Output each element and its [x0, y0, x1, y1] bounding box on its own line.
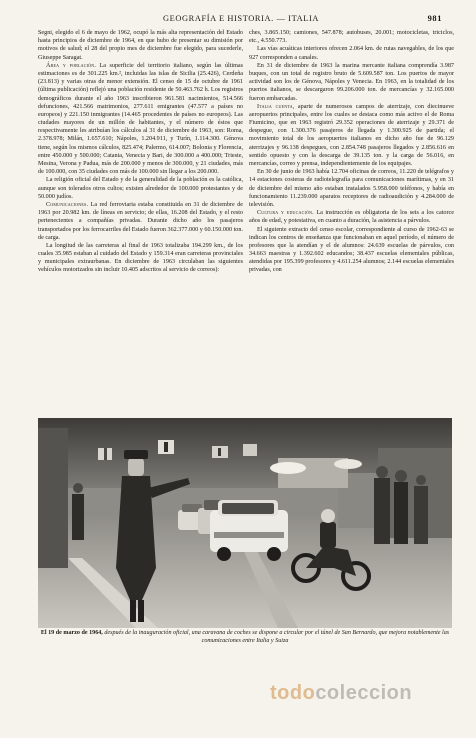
running-title: GEOGRAFÍA E HISTORIA. — ITALIA	[162, 14, 320, 23]
watermark-rest: coleccion	[315, 682, 413, 704]
tunnel-photograph	[38, 418, 452, 628]
paragraph-communications	[38, 201, 243, 242]
paragraph-roads: La longitud de las carreteras al final de 1963 totalizaba 194.299 km., de los cuales 35.985 estaban al cuidado del Estado y 159.314 eran carreteras provinciales y municipales extraurbanas. En diciembre de 1963 circulaban las siguientes vehículos motorizados sin incluir 10.405 adscritos al servicio de correos):	[38, 242, 243, 274]
paragraph-culture-text: La instrucción es obligatoria de los seis a los catorce años de edad, y potestativa, en cuanto a duración, la asistencia a párvulos.	[249, 210, 454, 225]
watermark-brand: todo	[270, 682, 316, 704]
section-label-airports: Italia cuenta,	[257, 103, 295, 110]
page-number: 981	[427, 14, 442, 23]
paragraph-area-population	[38, 62, 243, 177]
tunnel-scene-image	[38, 418, 452, 628]
text-column-right	[249, 29, 454, 417]
section-label-area: Área y población.	[46, 62, 97, 69]
paragraph-airports	[249, 103, 454, 169]
paragraph-school-census: El siguiente extracto del censo escolar, correspondiente al curso de 1962-63 se indican los centros de enseñanza que funcionaban en aquel período, el número de profesores que la atendían y el de alumnos: 24.639 escuelas de párvulos, con 34.663 maestras y 1.392.602 educandos; 38.437 escuelas elementales públicas, atendidas por 195.399 profesores y 4.611.254 alumnos; 2.144 escuelas elementales privadas, con	[249, 226, 454, 274]
caption-text: después de la inauguración oficial, una caravana de coches se dispone a circular por el túnel de San Bernardo, que mejora notablemente las comunicaciones entre Italia y Suiza	[102, 630, 450, 644]
paragraph-waterways: Las vías acuáticas interiores ofrecen 2.064 km. de rutas navegables, de los que 927 corresponden a canales.	[249, 46, 454, 61]
watermark-logo	[270, 682, 460, 712]
paragraph-culture	[249, 209, 454, 225]
paragraph-president: Segni, elegido el 6 de mayo de 1962, ocupó la más alta representación del Estado hasta principios de diciembre de 1964, en que hubo de presentar su dimisión por motivos de salud; el 28 del propio mes de diciembre fue elegido, para sucederle, Giuseppe Saragat.	[38, 30, 243, 61]
paragraph-vehicles: ches, 3.865.150; camiones, 547.878; autobuses, 20.001; motocicletas, triciclos, etc., 4.550.773.	[249, 30, 454, 45]
text-column-left	[38, 29, 243, 417]
paragraph-religion: La religión oficial del Estado y de la generalidad de la población es la católica, aunque son tolerados otros cultos; existen alrededor de 100.000 protestantes y de 50.000 judíos.	[38, 177, 243, 200]
caption-lead: El 19 de marzo de 1964,	[40, 630, 103, 636]
paragraph-area-text: La superficie del territorio italiano, según las últimas estimaciones es de 301.225 km.², incluidas las islas de Sicilia (25.426), Cerdeña (23.813) y varias otras de menor extensión. El censo de 15 de octubre de 1961 (última publicación) reflejó una población residente de 50.463.762 h. Los registros demográficos durante el año 1963 inscribieron 961.581 nacimientos, 514.566 defunciones, 421.566 matrimonios, 277.611 emigrantes (47.577 a países no europeos) y 221.150 inmigrantes (14.465 procedentes de países no europeos). Las ciudades mayores de un millón de habitantes, y el número de éstos que respectivamente les atribuían los cálculos al 31 de diciembre de 1963, son: Roma, 2.378.978; Milán, 1.657.610; Nápoles, 1.204.911, y Turín, 1.114.300. Génova tiene, según los mismos cálculos, 825.474; Palermo, 614.007; Bolonia y Florencia, entre 450.000 y 500.000; Catania, Venecia y Bari, de 300.000 a 400.000; Trieste, Mesina, Verona y Padua, más de 200.000 y menos de 300.000, y 21 ciudades, más de 100.000, con 35 ciudades con más de 100.000 sin llegar a los 200.000.	[38, 62, 243, 176]
section-label-culture: Cultura y educación.	[257, 210, 314, 217]
section-label-communications: Comunicaciones.	[46, 201, 89, 208]
paragraph-airports-text: aparte de numerosos campos de aterrizaje, con diecinueve aeropuertos principales, entre los cuales se destaca como más activo el de Roma Fiumicino, que en 1963 registró 29.352 operaciones de aterrizaje y 29.371 de despegue, con 1.300.376 pasajeros de llegada y 1.300.925 de partida; el movimiento total de los aeropuertos italianos en dicho año fue de 96.129 aterrizajes y 96.138 despegues, con 2.854.748 pasajeros llegados y 2.856.616 en sentido opuesto y con la descarga de 39.135 ton. y la carga de 56.016, en mercancías, correo y prensa, independientemente de los equipajes.	[249, 103, 454, 167]
paragraph-merchant-marine: En 31 de diciembre de 1963 la marina mercante italiana comprendía 3.987 buques, con un total de registro bruto de 5.609.587 ton. Los puertos de mayor actividad son los de Génova, Nápoles y Venecia. En 1963, en la totalidad de los puertos italianos, se descargaron 99.206.000 ton. de mercancías y 32.165.000 fueron embarcadas.	[249, 62, 454, 102]
running-head	[40, 14, 442, 28]
paragraph-communications-text: La red ferroviaria estaba constituida en 31 de diciembre de 1963 por 20.982 km. de líneas en servicio; de ellas, 16.208 del Estado, y el resto pertenecientes a compañías privadas. Durante dicho año los pasajeros transportados por los ferrocarriles del Estado fueron 362.377.000 y 60.150.000 ton. de carga.	[38, 201, 243, 241]
paragraph-telecom: En 30 de junio de 1963 había 12.704 oficinas de correos, 11.220 de telégrafos y 14 estaciones costeras de radiotelegrafía para comunicaciones marítimas, y en 31 de diciembre del mismo año estaban instalados 5.958.000 teléfonos, y había en funcionamiento 11.239.000 aparatos receptores de radioaudición y 4.284.000 de televisión.	[249, 169, 454, 208]
photo-caption	[38, 630, 452, 645]
